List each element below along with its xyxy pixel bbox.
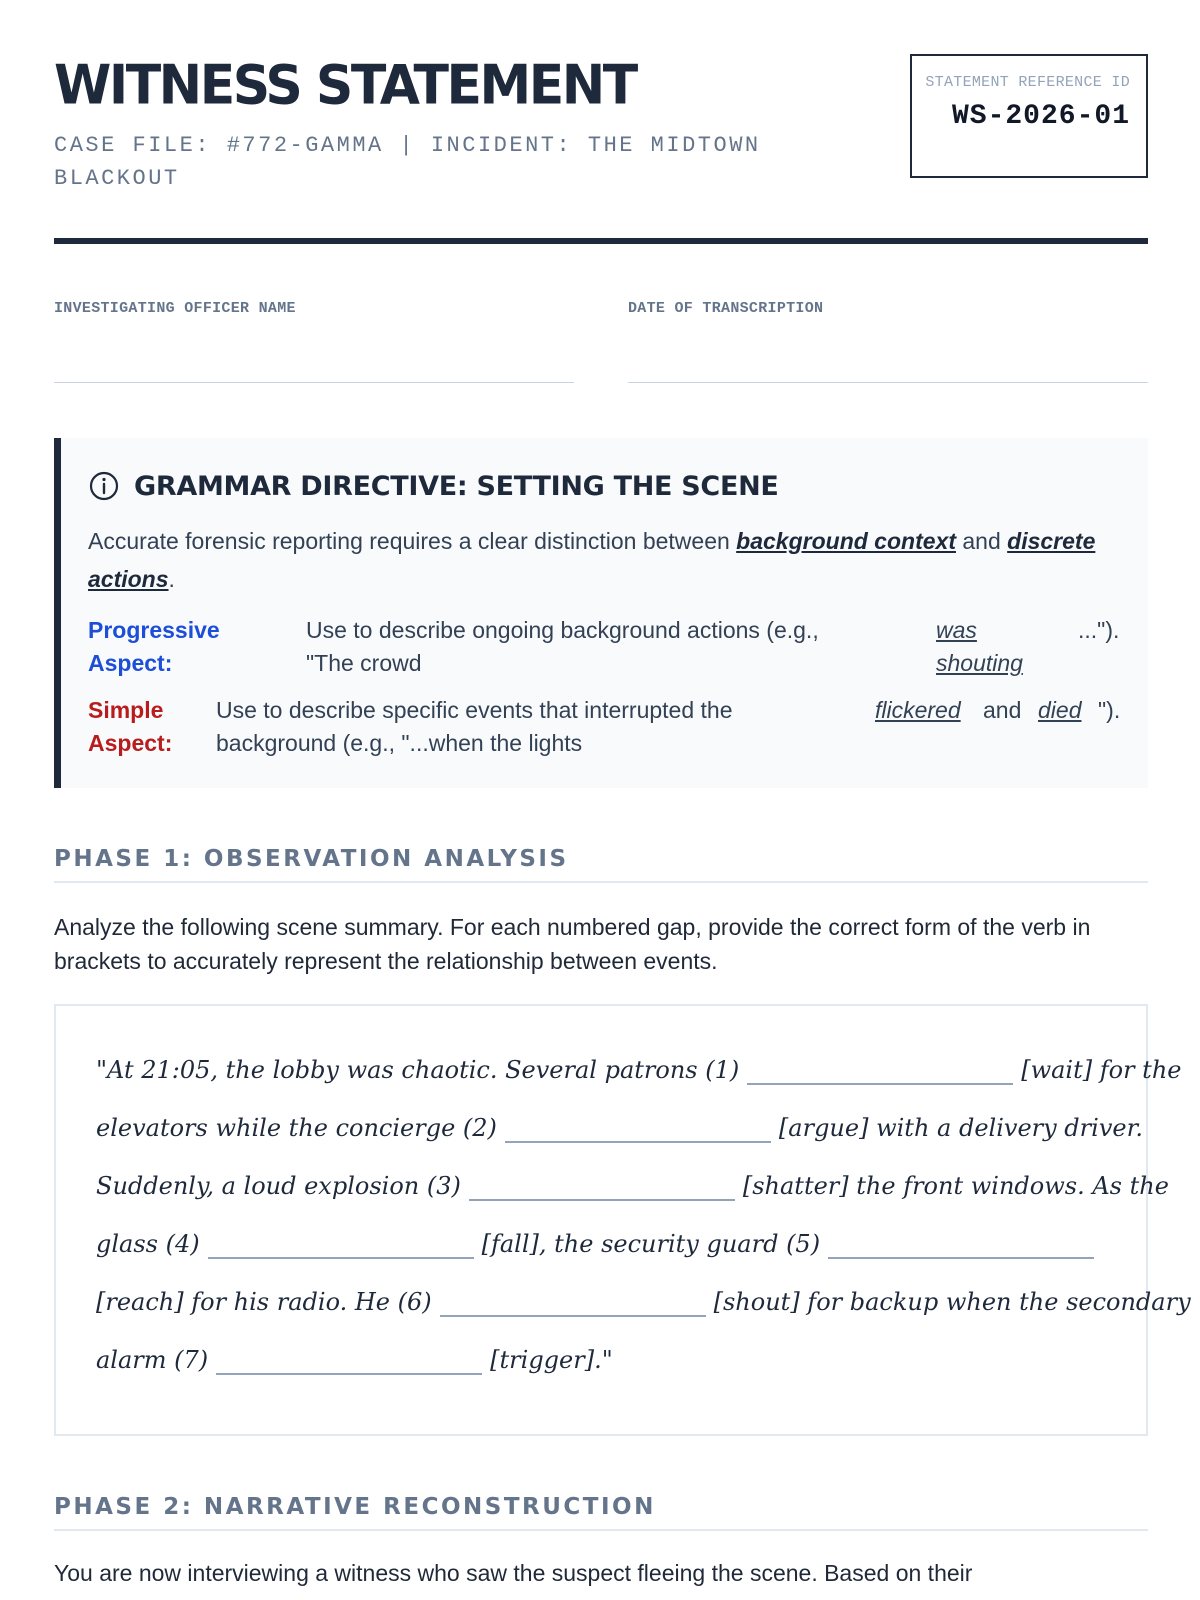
- passage-text: "At 21:05, the lobby was chaotic. Several patrons (1): [96, 1056, 740, 1084]
- simple-aspect-row: [88, 694, 1121, 762]
- officer-name-label: INVESTIGATING OFFICER NAME: [54, 300, 296, 317]
- passage-text: [shout] for backup when the secondary: [713, 1288, 1191, 1316]
- gap-7: [216, 1346, 482, 1379]
- progressive-aspect-label: [88, 614, 220, 680]
- passage-line-5: [96, 1288, 1191, 1321]
- gap-1: [747, 1056, 1013, 1089]
- progressive-label-line1: Progressive: [88, 617, 220, 643]
- case-file-line: CASE FILE: #772-GAMMA | INCIDENT: THE MIDTOWN BLACKOUT: [54, 133, 761, 191]
- progressive-example: [936, 614, 1023, 680]
- passage-text: [reach] for his radio. He (6): [96, 1288, 432, 1316]
- directive-title: GRAMMAR DIRECTIVE: SETTING THE SCENE: [134, 470, 779, 502]
- simple-aspect-text: [216, 694, 733, 760]
- phase1-title: PHASE 1: OBSERVATION ANALYSIS: [54, 846, 569, 872]
- phase2-divider: [54, 1529, 1148, 1531]
- gap-7-underline: [216, 1373, 482, 1375]
- progressive-tail: ...").: [1078, 617, 1120, 643]
- simple-label-line1: Simple: [88, 697, 164, 723]
- passage-text: elevators while the concierge (2): [96, 1114, 497, 1142]
- simple-example-and: and: [983, 697, 1022, 723]
- passage-text: glass (4): [96, 1230, 200, 1258]
- scene-summary-passage: [54, 1004, 1191, 1436]
- progressive-label-line2: Aspect:: [88, 650, 173, 676]
- intro-text-mid: and: [955, 528, 1008, 554]
- directive-intro: [88, 522, 1098, 598]
- passage-line-4: [96, 1230, 1102, 1263]
- header-divider: [54, 238, 1148, 244]
- progressive-aspect-row: [88, 614, 1118, 682]
- reference-label: STATEMENT REFERENCE ID: [925, 74, 1130, 91]
- passage-text: alarm (7): [96, 1346, 209, 1374]
- progressive-example-line1: was: [936, 617, 977, 643]
- intro-text-end: .: [168, 566, 175, 592]
- transcription-date-input[interactable]: [628, 340, 1152, 382]
- simple-text-line1: Use to describe specific events that interrupted the: [216, 697, 733, 723]
- gap-5-underline: [828, 1257, 1094, 1259]
- grammar-directive-box: [54, 438, 1148, 788]
- gap-4: [208, 1230, 474, 1263]
- info-icon: [88, 470, 120, 502]
- phase2-title: PHASE 2: NARRATIVE RECONSTRUCTION: [54, 1494, 656, 1520]
- statement-reference-box: [910, 54, 1148, 178]
- gap-2: [505, 1114, 771, 1147]
- document-header: [54, 54, 1148, 244]
- phase2-intro: You are now interviewing a witness who saw the suspect fleeing the scene. Based on their: [54, 1560, 973, 1586]
- phase1-instructions: Analyze the following scene summary. For each numbered gap, provide the correct form of the verb in brackets to accurately represent the relationship between events.: [54, 914, 1091, 974]
- phase1-divider: [54, 881, 1148, 883]
- gap-1-underline: [747, 1083, 1013, 1085]
- passage-text: [fall], the security guard (5): [481, 1230, 821, 1258]
- reference-id: WS-2026-01: [951, 101, 1130, 132]
- officer-name-underline: [54, 382, 574, 383]
- passage-text: Suddenly, a loud explosion (3): [96, 1172, 461, 1200]
- passage-line-1: [96, 1056, 1181, 1089]
- simple-example-died: died: [1038, 697, 1082, 723]
- passage-text: [argue] with a delivery driver.: [778, 1114, 1144, 1142]
- progressive-aspect-text: [306, 614, 819, 680]
- directive-header: [88, 470, 779, 502]
- gap-6: [440, 1288, 706, 1321]
- progressive-text-line2: "The crowd: [306, 650, 422, 676]
- simple-text-line2: background (e.g., "...when the lights: [216, 730, 583, 756]
- gap-4-underline: [208, 1257, 474, 1259]
- intro-term-discrete-actions: discrete actions: [88, 528, 1096, 592]
- gap-6-underline: [440, 1315, 706, 1317]
- transcription-date-label: DATE OF TRANSCRIPTION: [628, 300, 824, 317]
- gap-5: [828, 1230, 1094, 1263]
- simple-label-line2: Aspect:: [88, 730, 173, 756]
- progressive-text-line1: Use to describe ongoing background actions (e.g.,: [306, 617, 819, 643]
- progressive-example-line2: shouting: [936, 650, 1023, 676]
- gap-3-underline: [469, 1199, 735, 1201]
- page-title: WITNESS STATEMENT: [54, 54, 636, 117]
- intro-text-start: Accurate forensic reporting requires a clear distinction between: [88, 528, 737, 554]
- passage-line-2: [96, 1114, 1143, 1147]
- simple-example-flickered: flickered: [875, 697, 961, 723]
- passage-text: [trigger].": [490, 1346, 613, 1374]
- passage-text: [wait] for the: [1021, 1056, 1182, 1084]
- transcription-date-underline: [628, 382, 1148, 383]
- passage-text: [shatter] the front windows. As the: [742, 1172, 1169, 1200]
- simple-tail: ").: [1098, 697, 1121, 723]
- gap-2-underline: [505, 1141, 771, 1143]
- simple-aspect-label: [88, 694, 172, 760]
- officer-name-field: [54, 300, 574, 317]
- intro-term-background-context: background context: [736, 528, 956, 554]
- transcription-date-field: [628, 300, 1148, 317]
- gap-3: [469, 1172, 735, 1205]
- passage-line-6: [96, 1346, 613, 1379]
- passage-line-3: [96, 1172, 1169, 1205]
- officer-name-input[interactable]: [54, 340, 578, 382]
